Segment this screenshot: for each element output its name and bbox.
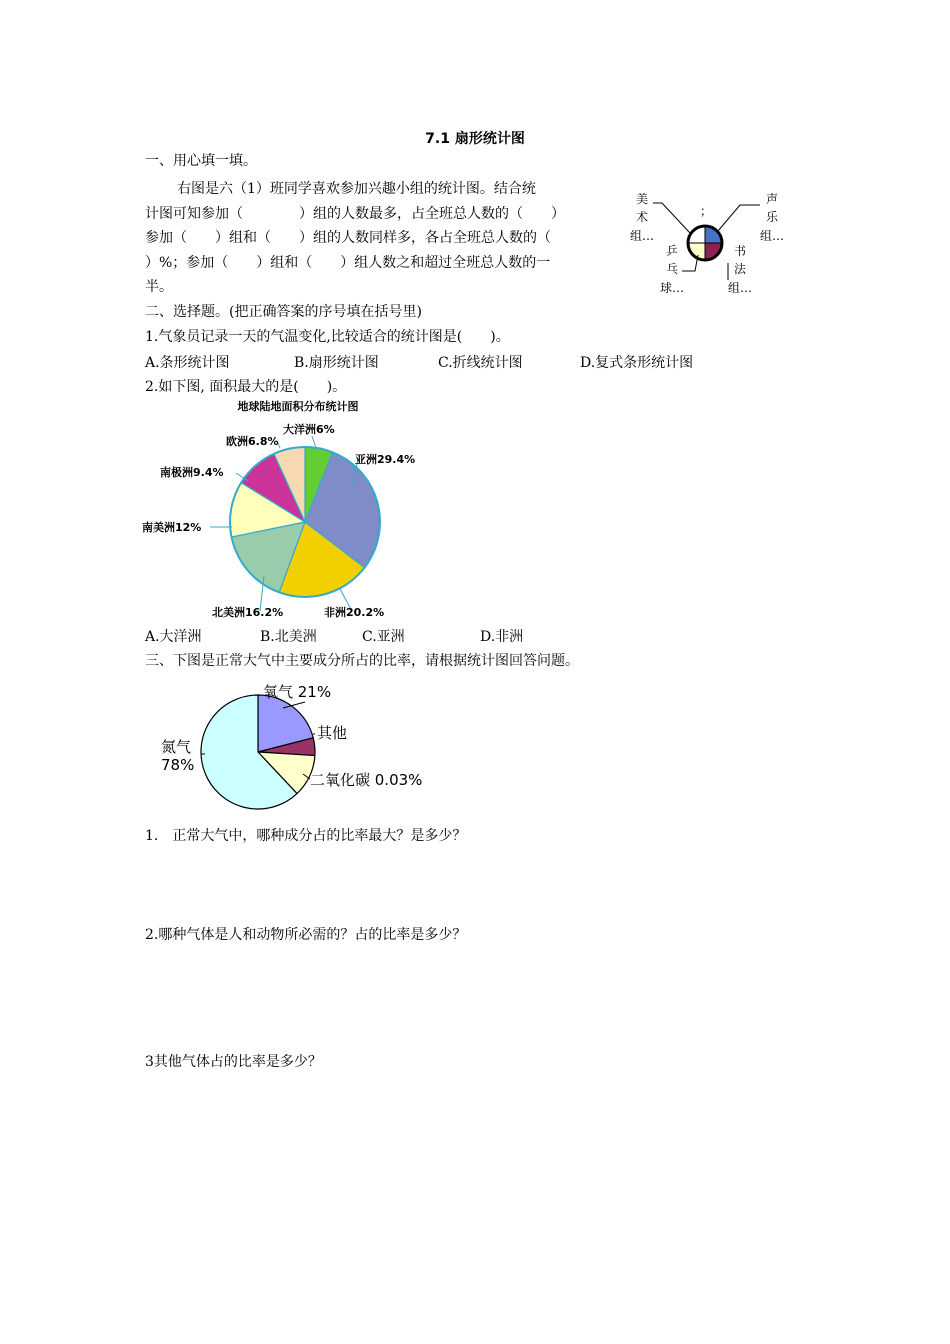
section3-heading: 三、下图是正常大气中主要成分所占的比率，请根据统计图回答问题。	[145, 653, 579, 669]
label-nitrogen-value: 78%	[161, 756, 195, 774]
label-north-america: 北美洲16.2%	[212, 606, 284, 619]
label-meishu-1: 美	[636, 192, 649, 206]
leader-line-shengyue	[718, 205, 760, 231]
label-africa: 非洲20.2%	[324, 606, 385, 619]
continent-pie-chart	[140, 396, 440, 622]
paragraph-line: 半。	[145, 279, 173, 295]
q3-1-text: 1. 正常大气中，哪种成分占的比率最大？是多少？	[145, 828, 467, 844]
q2-option-d: D.非洲	[480, 629, 524, 645]
label-shengyue-1: 声	[766, 192, 779, 206]
q3-2-text: 2.哪种气体是人和动物所必需的？占的比率是多少？	[145, 927, 467, 943]
label-semicolon: ；	[700, 204, 713, 218]
label-nitrogen-name: 氮气	[161, 738, 192, 756]
label-oceania: 大洋洲6%	[283, 423, 335, 436]
label-shufa-2: 法	[734, 262, 747, 276]
label-asia: 亚洲29.4%	[355, 453, 416, 466]
q1-option-c: C.折线统计图	[438, 355, 523, 371]
q2-text: 2.如下图, 面积最大的是( )。	[145, 379, 347, 395]
q1-option-b: B.扇形统计图	[294, 355, 379, 371]
leader-line-meishu	[653, 203, 690, 233]
q2-option-b: B.北美洲	[260, 629, 317, 645]
q1-option-d: D.复式条形统计图	[580, 355, 694, 371]
leader-line-oceania	[312, 436, 316, 448]
label-co2: 二氧化碳 0.03%	[310, 771, 423, 789]
label-pingpang-1: 乒	[666, 244, 679, 258]
q3-3-text: 3其他气体占的比率是多少？	[145, 1054, 322, 1070]
label-meishu-3: 组…	[630, 229, 655, 243]
paragraph-line: 计图可知参加（ ）组的人数最多，占全班总人数的（ ）	[145, 205, 565, 222]
label-meishu-2: 术	[636, 210, 649, 224]
atmosphere-pie	[201, 695, 315, 809]
label-shengyue-3: 组…	[760, 229, 785, 243]
section2-heading: 二、选择题。(把正确答案的序号填在括号里)	[145, 304, 422, 320]
q1-option-a: A.条形统计图	[145, 355, 230, 371]
label-shufa-1: 书	[734, 244, 747, 258]
page-title: 7.1 扇形统计图	[425, 131, 525, 147]
interest-group-pie-chart	[620, 185, 830, 300]
paragraph-line: 右图是六（1）班同学喜欢参加兴趣小组的统计图。结合统	[177, 181, 536, 197]
label-shengyue-2: 乐	[766, 210, 779, 224]
label-pingpang-2: 乓	[666, 262, 679, 276]
section1-paragraph	[145, 177, 605, 300]
chart-title: 地球陆地面积分布统计图	[237, 400, 359, 413]
q2-option-c: C.亚洲	[362, 629, 405, 645]
label-south-america: 南美洲12%	[142, 521, 202, 534]
paragraph-line: 参加（ ）组和（ ）组的人数同样多，各占全班总人数的（	[145, 230, 579, 246]
label-oxygen: 氧气 21%	[263, 683, 332, 701]
q1-text: 1.气象员记录一天的气温变化,比较适合的统计图是( )。	[145, 329, 510, 345]
paragraph-line: ）%；参加（ ）组和（ ）组人数之和超过全班总人数的一	[145, 254, 551, 271]
section1-heading: 一、用心填一填。	[145, 153, 257, 169]
q2-option-a: A.大洋洲	[145, 629, 202, 645]
interest-pie	[688, 226, 722, 260]
label-shufa-3: 组…	[728, 281, 753, 295]
label-europe: 欧洲6.8%	[226, 435, 279, 448]
continent-pie	[230, 447, 380, 597]
atmosphere-pie-chart	[155, 676, 445, 816]
label-other: 其他	[317, 724, 348, 742]
label-antarctica: 南极洲9.4%	[160, 466, 224, 479]
label-pingpang-3: 球…	[660, 281, 685, 295]
